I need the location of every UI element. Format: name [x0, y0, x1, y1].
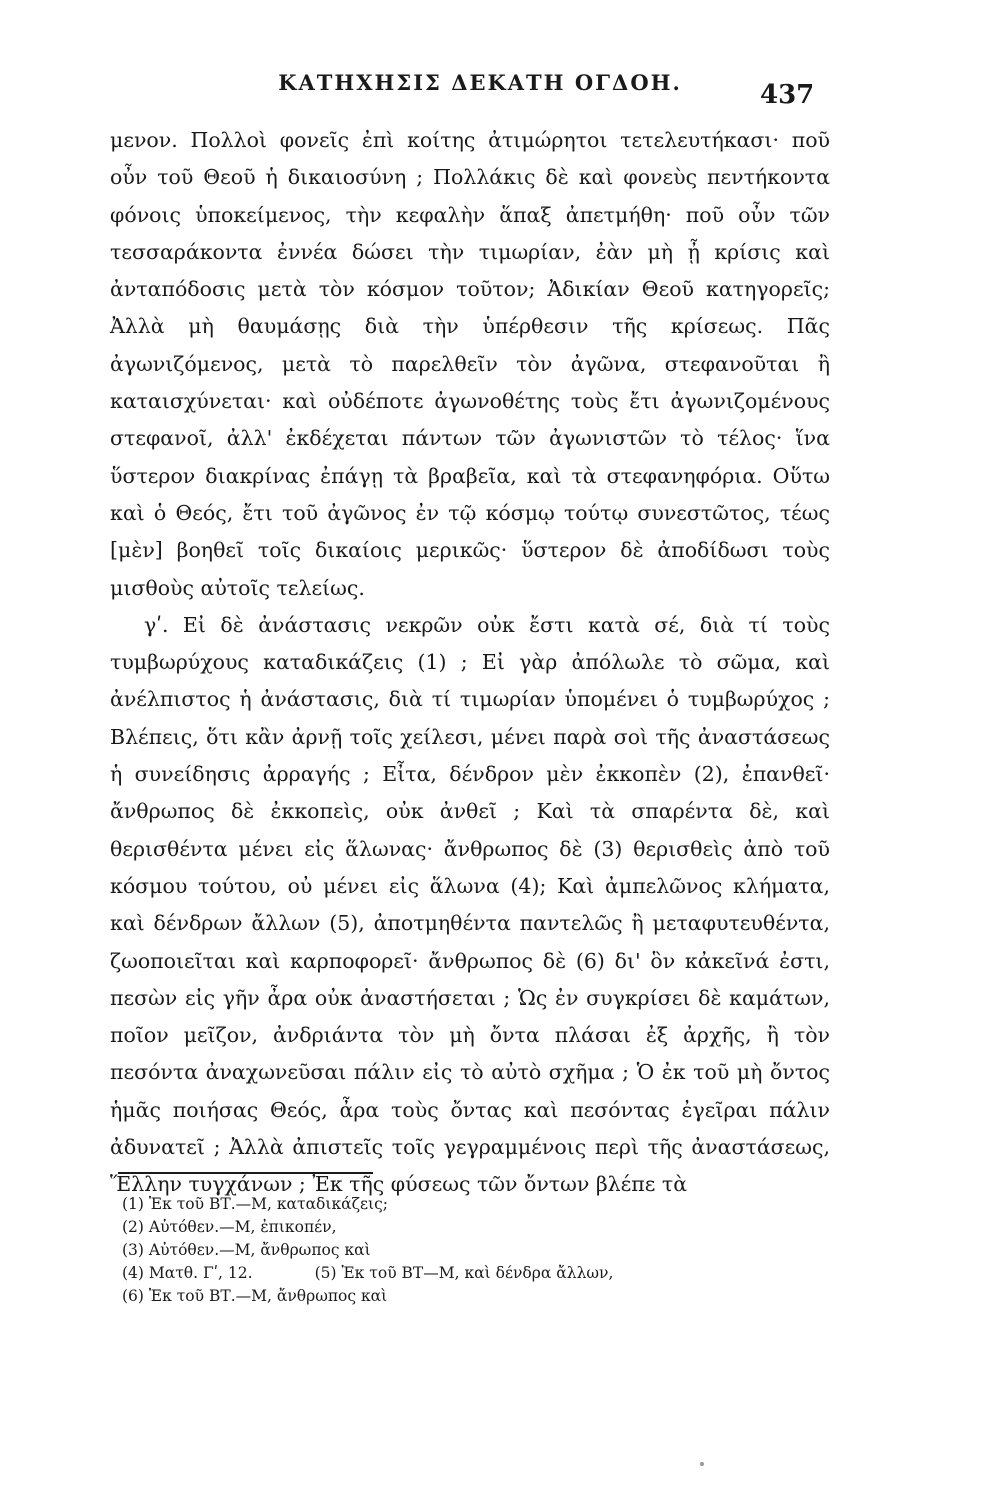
- paragraph-1: μενον. Πολλοὶ φονεῖς ἐπὶ κοίτης ἀτιμώρητοι τετελευτήκασι· ποῦ οὖν τοῦ Θεοῦ ἡ δικαιοσύνη ; Πολλάκις δὲ καὶ φονεὺς πεντήκοντα φόνοις ὑποκείμενος, τὴν κεφαλὴν ἅπαξ ἀπετμήθη· ποῦ οὖν τῶν τεσσαράκοντα ἐννέα δώσει τὴν τιμωρίαν, ἐὰν μὴ ᾖ κρίσις καὶ ἀνταπόδοσις μετὰ τὸν κόσμον τοῦτον; Ἀδικίαν Θεοῦ κατηγορεῖς; Ἀλλὰ μὴ θαυμάσῃς διὰ τὴν ὑπέρθεσιν τῆς κρίσεως. Πᾶς ἀγωνιζόμενος, μετὰ τὸ παρελθεῖν τὸν ἀγῶνα, στεφανοῦται ἢ καταισχύνεται· καὶ οὐδέποτε ἀγωνοθέτης τοὺς ἔτι ἀγωνιζομένους στεφανοῖ, ἀλλ' ἐκδέχεται πάντων τῶν ἀγωνιστῶν τὸ τέλος· ἵνα ὕστερον διακρίνας ἐπάγῃ τὰ βραβεῖα, καὶ τὰ στεφανηφόρια. Οὕτω καὶ ὁ Θεός, ἔτι τοῦ ἀγῶνος ἐν τῷ κόσμῳ τούτῳ συνεστῶτος, τέως [μὲν] βοηθεῖ τοῖς δικαίοις μερικῶς· ὕστερον δὲ ἀποδίδωσι τοὺς μισθοὺς αὐτοῖς τελείως.: [110, 128, 830, 600]
- running-title: ΚΑΤΗΧΗΣΙΣ ΔΕΚΑΤΗ ΟΓΔΟΗ.: [278, 70, 682, 95]
- footnote-3: (3) Αὐτόθεν.—Μ, ἄνθρωπος καὶ: [122, 1241, 371, 1259]
- main-text: [110, 122, 830, 1204]
- footnote-separator: [118, 1172, 373, 1174]
- footnote-row-4-5: [122, 1262, 822, 1285]
- footnote-5: (5) Ἐκ τοῦ ΒΤ—Μ, καὶ δένδρα ἄλλων,: [314, 1264, 614, 1282]
- paragraph-2: γʹ. Εἰ δὲ ἀνάστασις νεκρῶν οὐκ ἔστι κατὰ σέ, διὰ τί τοὺς τυμβωρύχους καταδικάζεις (1) ; Εἰ γὰρ ἀπόλωλε τὸ σῶμα, καὶ ἀνέλπιστος ἡ ἀνάστασις, διὰ τί τιμωρίαν ὑπομένει ὁ τυμβωρύχος ; Βλέπεις, ὅτι κἂν ἀρνῇ τοῖς χείλεσι, μένει παρὰ σοὶ τῆς ἀναστάσεως ἡ συνείδησις ἀρραγής ; Εἶτα, δένδρον μὲν ἐκκοπὲν (2), ἐπανθεῖ· ἄνθρωπος δὲ ἐκκοπεὶς, οὐκ ἀνθεῖ ; Καὶ τὰ σπαρέντα δὲ, καὶ θερισθέντα μένει εἰς ἅλωνας· ἄνθρωπος δὲ (3) θερισθεὶς ἀπὸ τοῦ κόσμου τούτου, οὐ μένει εἰς ἅλωνα (4); Καὶ ἀμπελῶνος κλήματα, καὶ δένδρων ἄλλων (5), ἀποτμηθέντα παντελῶς ἢ μεταφυτευθέντα, ζωοποιεῖται καὶ καρποφορεῖ· ἄνθρωπος δὲ (6) δι' ὃν κἀκεῖνά ἐστι, πεσὼν εἰς γῆν ἆρα οὐκ ἀναστήσεται ; Ὡς ἐν συγκρίσει δὲ καμάτων, ποῖον μεῖζον, ἀνδριάντα τὸν μὴ ὄντα πλάσαι ἐξ ἀρχῆς, ἢ τὸν πεσόντα ἀναχωνεῦσαι πάλιν εἰς τὸ αὐτὸ σχῆμα ; Ὁ ἐκ τοῦ μὴ ὄντος ἡμᾶς ποιήσας Θεός, ἆρα τοὺς ὄντας καὶ πεσόντας ἐγεῖραι πάλιν ἀδυνατεῖ ; Ἀλλὰ ἀπιστεῖς τοῖς γεγραμμένοις περὶ τῆς ἀναστάσεως, Ἕλλην τυγχάνων ; Ἐκ τῆς φύσεως τῶν ὄντων βλέπε τὰ: [110, 612, 830, 1197]
- footnotes: [122, 1193, 822, 1308]
- footnote-2: (2) Αὐτόθεν.—Μ, ἐπικοπέν,: [122, 1218, 337, 1236]
- page-number: 437: [760, 80, 815, 110]
- paper-speck: [700, 1462, 704, 1466]
- footnote-1: (1) Ἐκ τοῦ ΒΤ.—Μ, καταδικάζεις;: [122, 1195, 389, 1213]
- footnote-4: (4) Ματθ. Γʹ, 12.: [122, 1264, 253, 1282]
- footnote-6: (6) Ἐκ τοῦ ΒΤ.—Μ, ἄνθρωπος καὶ: [122, 1287, 388, 1305]
